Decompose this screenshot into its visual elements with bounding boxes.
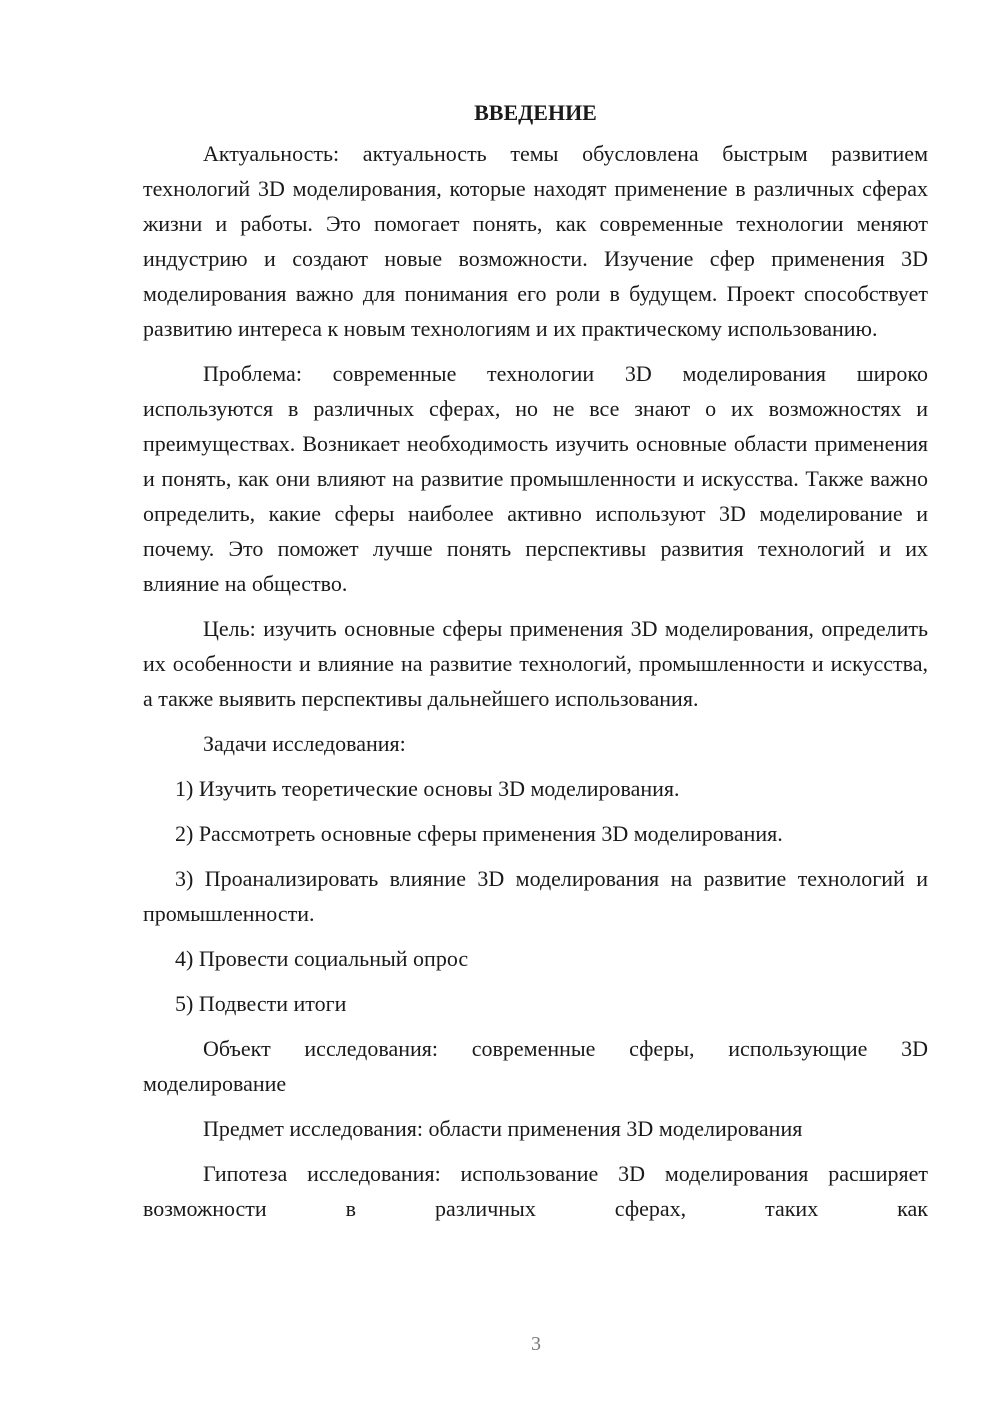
page-content (143, 95, 928, 1236)
task-item-1: 1) Изучить теоретические основы 3D моделирования. (175, 776, 680, 801)
object-paragraph: Объект исследования: современные сферы, использующие 3D моделирование (143, 1036, 928, 1096)
tasks-heading: Задачи исследования: (203, 731, 406, 756)
task-item-4: 4) Провести социальный опрос (175, 946, 469, 971)
problem-paragraph: Проблема: современные технологии 3D моделирования широко используются в различных сферах, но не все знают о их возможностях и преимуществах. Возникает необходимость изучить основные области применения и понять, как они влияют на развитие промышленности и искусства. Также важно определить, какие сферы наиболее активно используют 3D моделирование и почему. Это поможет лучше понять перспективы развития технологий и их влияние на общество. (143, 361, 928, 596)
page-title: ВВЕДЕНИЕ (474, 100, 597, 125)
relevance-paragraph: Актуальность: актуальность темы обусловлена быстрым развитием технологий 3D моделирования, которые находят применение в различных сферах жизни и работы. Это помогает понять, как современные технологии меняют индустрию и создают новые возможности. Изучение сфер применения 3D моделирования важно для понимания его роли в будущем. Проект способствует развитию интереса к новым технологиям и их практическому использованию. (143, 141, 928, 341)
task-item-5: 5) Подвести итоги (175, 991, 347, 1016)
subject-paragraph: Предмет исследования: области применения 3D моделирования (203, 1116, 803, 1141)
page-number: 3 (531, 1333, 541, 1355)
goal-paragraph: Цель: изучить основные сферы применения 3D моделирования, определить их особенности и влияние на развитие технологий, промышленности и искусства, а также выявить перспективы дальнейшего использования. (143, 616, 928, 711)
task-item-2: 2) Рассмотреть основные сферы применения 3D моделирования. (175, 821, 783, 846)
hypothesis-paragraph: Гипотеза исследования: использование 3D моделирования расширяет возможности в различных сферах, таких как (143, 1161, 928, 1221)
task-item-3: 3) Проанализировать влияние 3D моделирования на развитие технологий и промышленности. (143, 866, 928, 926)
